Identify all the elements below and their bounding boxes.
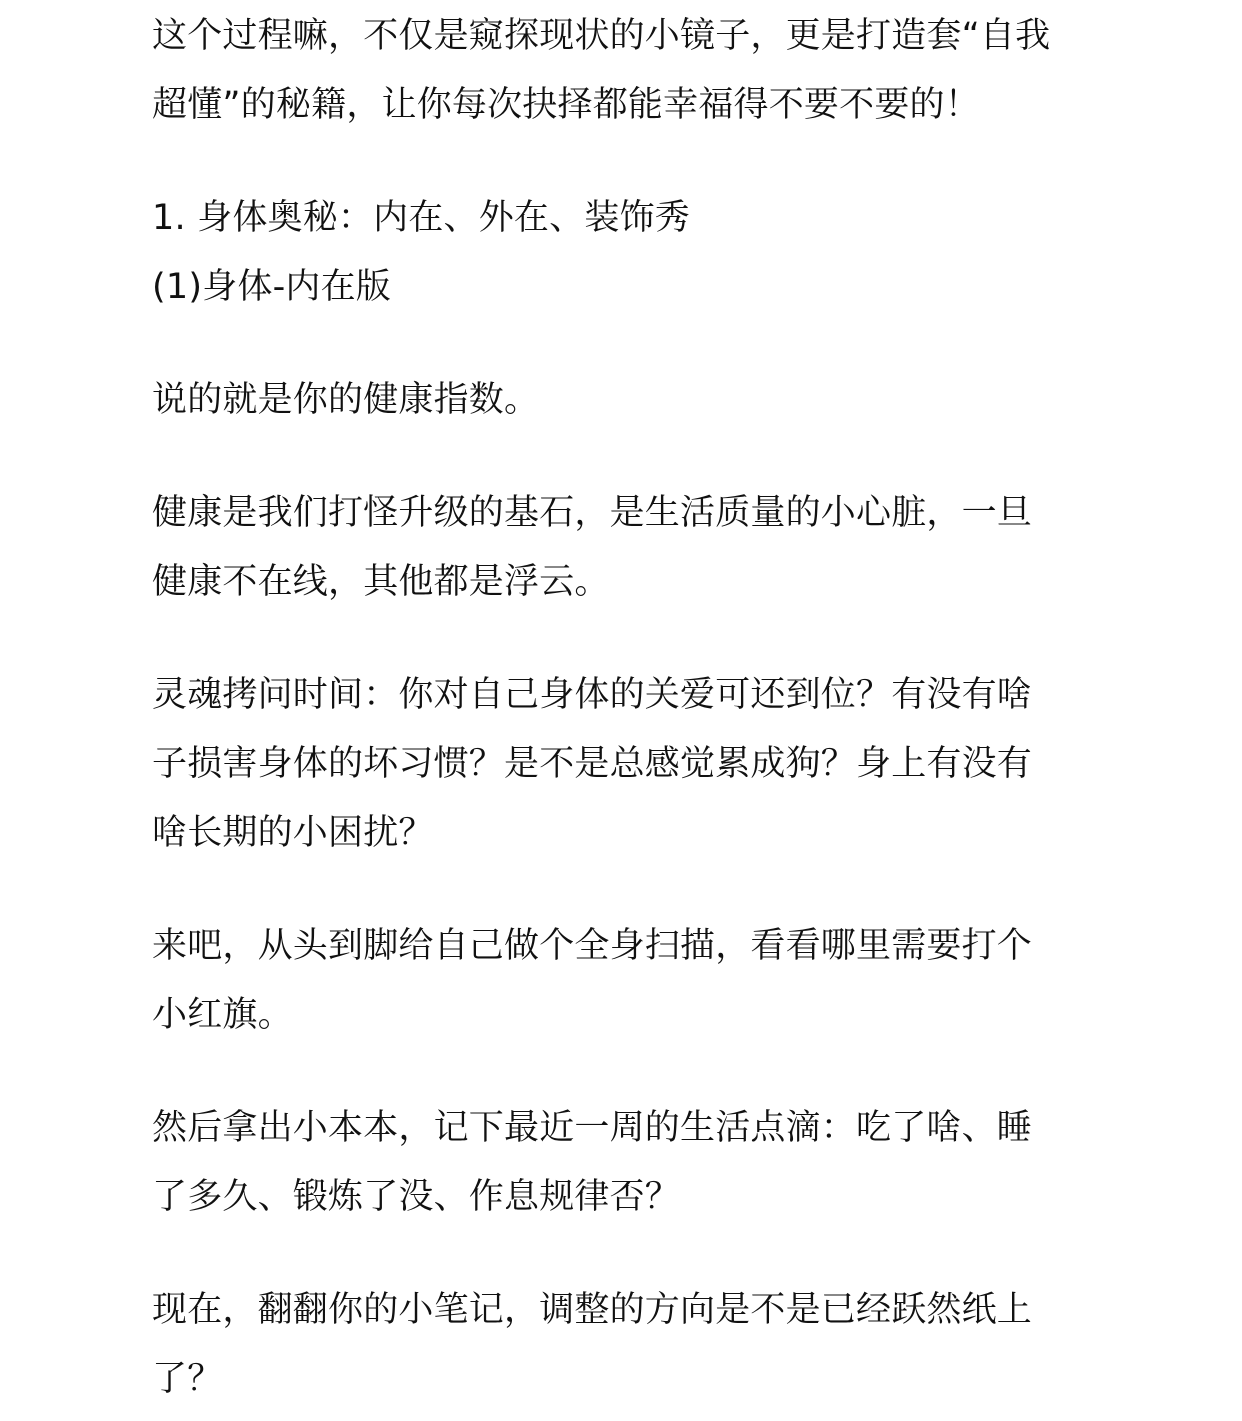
heading-line: 1. 身体奥秘：内在、外在、装饰秀 xyxy=(152,198,690,238)
text-line: 子损害身体的坏习惯？是不是总感觉累成狗？身上有没有 xyxy=(152,744,1033,784)
text-line: 健康不在线，其他都是浮云。 xyxy=(152,562,610,602)
paragraph-review xyxy=(152,1276,1032,1414)
text-line: 来吧，从头到脚给自己做个全身扫描，看看哪里需要打个 xyxy=(152,926,1033,966)
paragraph-notebook xyxy=(152,1094,1032,1232)
paragraph-questions xyxy=(152,661,1032,868)
text-line: 灵魂拷问时间：你对自己身体的关爱可还到位？有没有啥 xyxy=(152,675,1033,715)
text-line: 健康是我们打怪升级的基石，是生活质量的小心脏，一旦 xyxy=(152,493,1033,533)
text-line: 说的就是你的健康指数。 xyxy=(152,380,540,420)
paragraph-health-index xyxy=(152,366,539,435)
text-line: 啥长期的小困扰？ xyxy=(152,813,434,853)
text-line: 小红旗。 xyxy=(152,995,293,1035)
subheading-line: (1)身体-内在版 xyxy=(152,267,392,307)
paragraph-intro xyxy=(152,2,1050,140)
section-heading xyxy=(152,184,690,322)
paragraph-body-scan xyxy=(152,912,1032,1050)
paragraph-health-foundation xyxy=(152,479,1032,617)
text-line: 这个过程嘛，不仅是窥探现状的小镜子，更是打造套“自我 xyxy=(152,16,1051,56)
text-line: 了多久、锻炼了没、作息规律否？ xyxy=(152,1177,681,1217)
text-line: 现在，翻翻你的小笔记，调整的方向是不是已经跃然纸上 xyxy=(152,1290,1033,1330)
text-line: 超懂”的秘籍，让你每次抉择都能幸福得不要不要的！ xyxy=(152,85,980,125)
text-line: 了？ xyxy=(152,1359,223,1399)
text-line: 然后拿出小本本，记下最近一周的生活点滴：吃了啥、睡 xyxy=(152,1108,1033,1148)
